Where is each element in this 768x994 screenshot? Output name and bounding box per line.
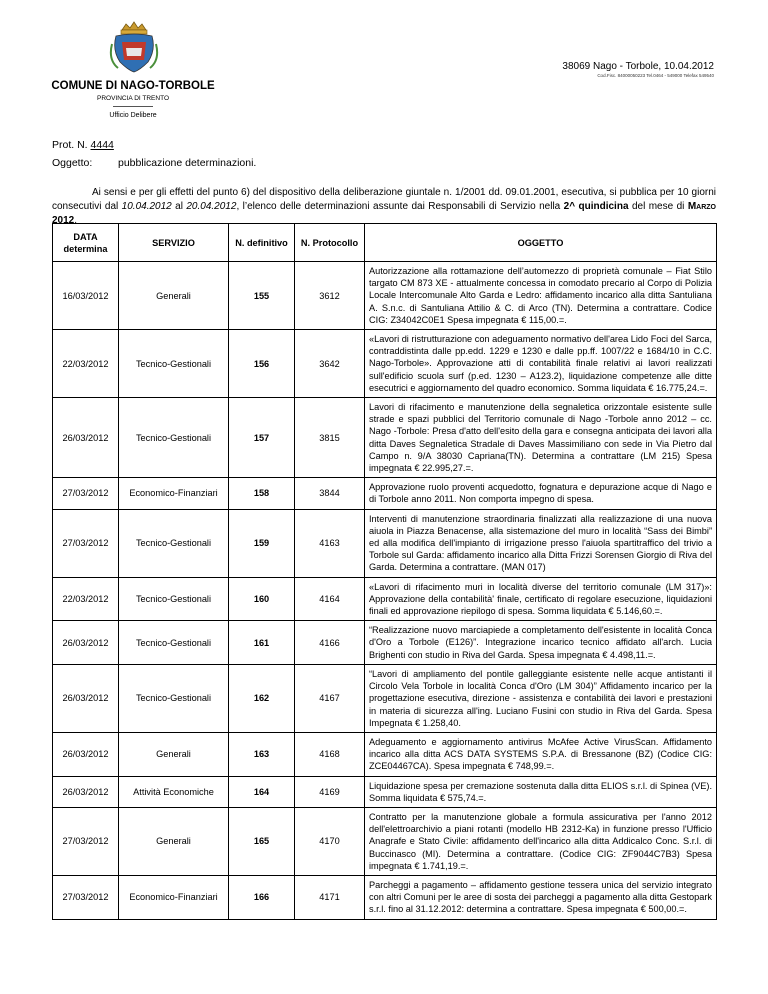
cell-oggetto: “Realizzazione nuovo marciapiede a completamento dell'esistente in località Conca d'Oro a Torbole (E126)”. Integrazione incarico tecnico affidato all'arch. Lucia Brighenti con studio in Riva del Garda. Spesa impegnata € 4.498,11.=. [365,621,717,665]
cell-data: 26/03/2012 [53,398,119,478]
table-row [53,262,717,330]
cell-oggetto: Approvazione ruolo proventi acquedotto, fognatura e depurazione acque di Nago e di Torbole anno 2011. Non comporta impegno di spesa. [365,478,717,509]
cell-numero: 164 [229,776,295,807]
intro-text: del mese di [628,201,688,212]
cell-protocollo: 4170 [295,807,365,875]
intro-text: al [171,201,187,212]
cell-protocollo: 3612 [295,262,365,330]
cell-servizio: Tecnico-Gestionali [119,621,229,665]
cell-data: 22/03/2012 [53,577,119,621]
cell-oggetto: «Lavori di rifacimento muri in località diverse del territorio comunale (LM 317)»: Approvazione della contabilità' finale, certificato di regolare esecuzione, liquidazioni finali ed approvazione riepilogo di spesa. Somma liquidata € 5.146,60.=. [365,577,717,621]
subject-text: pubblicazione determinazioni. [118,157,257,169]
table-row [53,732,717,776]
contacts: Cod.Fisc. 84000050223 Tel.0464 - 549000 Telefax 549540 [597,73,714,78]
cell-oggetto: Contratto per la manutenzione globale a formula assicurativa per l'anno 2012 dell'elettroarchivio a piani rotanti (modello HB 2312-Ka) in funzione presso l'Ufficio Anagrafe e Stato Civile: affidamento dell'incarico alla ditta Addicalco Conc. S.r.l. di Buccinasco (MI). Determina a contrattare. (Codice CIG: ZF9044C7B3) Spesa impegnata € 1.741,19.=. [365,807,717,875]
cell-oggetto: Autorizzazione alla rottamazione dell’automezzo di proprietà comunale – Fiat Stilo targato CM 873 XE - attualmente concessa in comodato precario al Corpo di Polizia Locale Intercomunale Alto Garda e Ledro: affidamento incarico alla ditta Santuliana A. S.n.c. di Santuliana Attilio & C. di Arco (TN). Determina a contrattare. Codice CIG: Z34042C0E1 Spesa impegnata € 115,00.=. [365,262,717,330]
cell-servizio: Tecnico-Gestionali [119,398,229,478]
cell-oggetto: «Lavori di ristrutturazione con adeguamento normativo dell'area Lido Foci del Sarca, contraddistinta dalle pp.edd. 1229 e 1230 e dalle pp.ff. 1007/22 e 1684/10 in C.C. Nago-Torbole». Approvazione atti di contabilità finale relativi ai lavori realizzati sull'edificio scuola surf (p.ed. 1230 – A123.2), liquidazione competenze alle ditte esecutrici e aggiornamento del quadro economico. Somma liquidata € 16.775,24.=. [365,330,717,398]
header-protocollo: N. Protocollo [295,224,365,262]
cell-servizio: Tecnico-Gestionali [119,664,229,732]
fortnight: 2^ quindicina [563,201,629,212]
cell-servizio: Tecnico-Gestionali [119,330,229,398]
intro-text: Ai sensi e per gli effetti del punto 6) del dispositivo della deliberazione giuntale n. 1/2001 dd. 09.01.2001, esecutiva, si pubblica per 10 giorni consecutivi dal [52,187,716,212]
cell-data: 26/03/2012 [53,621,119,665]
cell-servizio: Generali [119,732,229,776]
cell-data: 26/03/2012 [53,732,119,776]
cell-data: 26/03/2012 [53,664,119,732]
cell-numero: 163 [229,732,295,776]
cell-protocollo: 4167 [295,664,365,732]
cell-numero: 161 [229,621,295,665]
cell-oggetto: Parcheggi a pagamento – affidamento gestione tessera unica del servizio integrato con altri Comuni per le aree di sosta dei parcheggi a pagamento alla ditta Gestopark s.r.l. fino al 31.12.2012: determina a contrattare. Spesa impegnata € 500,00.=. [365,875,717,919]
table-row [53,398,717,478]
month: Marzo [687,201,716,212]
cell-data: 27/03/2012 [53,478,119,509]
table-row [53,577,717,621]
determinations-table [52,223,717,920]
divider [113,106,153,107]
date-to: 20.04.2012 [186,201,237,212]
cell-numero: 159 [229,509,295,577]
protocol [52,139,114,151]
protocol-label: Prot. N. [52,139,88,151]
protocol-number: 4444 [90,139,114,151]
table-row [53,509,717,577]
cell-numero: 166 [229,875,295,919]
cell-oggetto: “Lavori di ampliamento del pontile galleggiante esistente nelle acque antistanti il Circolo Vela Torbole in località Conca d'Oro (LM 304)” Affidamento incarico per la progettazione esecutiva, direzione - assistenza e contabilità dei lavori e prestazioni in materia di sicurezza all'ing. Luciano Fusini con studio in Riva del Garda. Spesa Impegnata € 1.258,40. [365,664,717,732]
cell-numero: 162 [229,664,295,732]
cell-numero: 155 [229,262,295,330]
cell-numero: 158 [229,478,295,509]
cell-protocollo: 4164 [295,577,365,621]
header-numero: N. definitivo [229,224,295,262]
subject-label: Oggetto: [52,157,93,169]
cell-protocollo: 4168 [295,732,365,776]
cell-protocollo: 4163 [295,509,365,577]
cell-servizio: Economico-Finanziari [119,875,229,919]
table-row [53,807,717,875]
table-header-row [53,224,717,262]
header-servizio: SERVIZIO [119,224,229,262]
year: 2012 [52,215,75,226]
cell-servizio: Attività Economiche [119,776,229,807]
cell-oggetto: Liquidazione spesa per cremazione sostenuta dalla ditta ELIOS s.r.l. di Spinea (VE). Somma liquidata € 575,74.=. [365,776,717,807]
cell-data: 27/03/2012 [53,807,119,875]
cell-servizio: Tecnico-Gestionali [119,509,229,577]
cell-numero: 157 [229,398,295,478]
header-data: DATA determina [53,224,119,262]
table-row [53,478,717,509]
cell-servizio: Generali [119,262,229,330]
header-oggetto: OGGETTO [365,224,717,262]
cell-oggetto: Lavori di rifacimento e manutenzione della segnaletica orizzontale esistente sulle strade e spazi pubblici del Territorio comunale di Nago -Torbole anno 2012 – cc. Nago -Torbole: Presa d'atto dell'esito della gara e consegna anticipata dei lavori alla ditta Daves Segnaletica Stradale di Daves Massimiliano con sede in Via Pietro dal Campo n. 9/A 38030 Capriana(TN). Determina a contrattare (LM 215) Spesa impegnata € 22.995,27.=. [365,398,717,478]
cell-oggetto: Adeguamento e aggiornamento antivirus McAfee Active VirusScan. Affidamento incarico alla ditta ACS DATA SYSTEMS S.P.A. di Bressanone (BZ) (Codice CIG: ZCE04467CA). Spesa impegnata € 748,99.=. [365,732,717,776]
cell-data: 22/03/2012 [53,330,119,398]
coat-of-arms-icon [108,20,160,76]
table-row [53,776,717,807]
table-row [53,875,717,919]
cell-servizio: Generali [119,807,229,875]
intro-text: , l’elenco delle determinazioni assunte dai Responsabili di Servizio nella [236,201,564,212]
comune-name: COMUNE DI NAGO-TORBOLE [51,80,215,92]
cell-protocollo: 4171 [295,875,365,919]
cell-data: 27/03/2012 [53,875,119,919]
cell-protocollo: 3815 [295,398,365,478]
ufficio: Ufficio Delibere [109,112,157,119]
intro-paragraph [52,186,716,228]
table-row [53,664,717,732]
cell-protocollo: 4166 [295,621,365,665]
cell-data: 26/03/2012 [53,776,119,807]
cell-protocollo: 3844 [295,478,365,509]
cell-servizio: Tecnico-Gestionali [119,577,229,621]
table-row [53,621,717,665]
intro-text: . [74,215,78,226]
cell-data: 27/03/2012 [53,509,119,577]
cell-numero: 160 [229,577,295,621]
date-from: 10.04.2012 [121,201,172,212]
cell-numero: 165 [229,807,295,875]
provincia: PROVINCIA DI TRENTO [97,95,169,102]
cell-oggetto: Interventi di manutenzione straordinaria finalizzati alla realizzazione di una nuova aiuola in Piazza Benacense, alla sistemazione del muro in località “Sass dei Bimbi” ed alla modifica dell'impianto di irrigazione presso l'aiuola spartitraffico del trivio a Torbole sul Garda: affidamento incarico alla Ditta Frizzi Sorensen Giorgio di Riva del Garda. Determina a contrattare. (MAN 017) [365,509,717,577]
place-date: 38069 Nago - Torbole, 10.04.2012 [562,61,714,72]
cell-numero: 156 [229,330,295,398]
cell-protocollo: 3642 [295,330,365,398]
table-row [53,330,717,398]
cell-protocollo: 4169 [295,776,365,807]
cell-data: 16/03/2012 [53,262,119,330]
cell-servizio: Economico-Finanziari [119,478,229,509]
